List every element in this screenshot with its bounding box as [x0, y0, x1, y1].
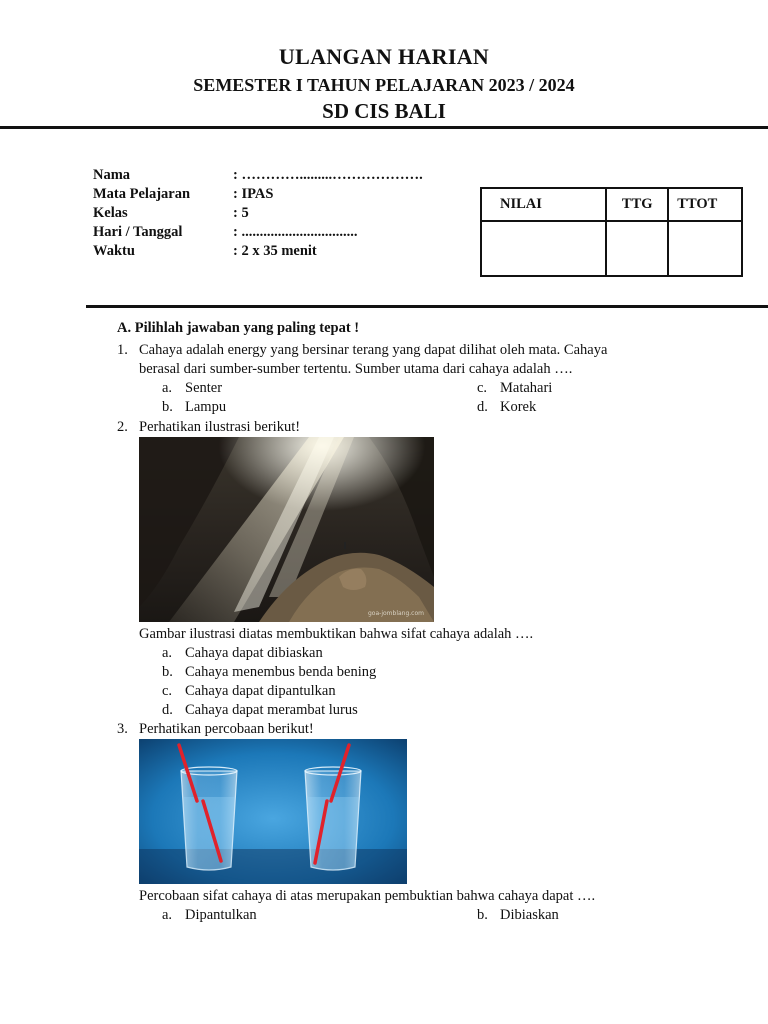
score-cell-nilai[interactable]	[481, 221, 606, 276]
q2-option-c[interactable]	[162, 682, 336, 701]
question-3-number: 3.	[117, 721, 128, 737]
option-text: Cahaya menembus benda bening	[185, 664, 377, 680]
cave-light-image	[139, 437, 434, 622]
identity-label: Kelas	[93, 205, 128, 221]
score-cell-ttg[interactable]	[606, 221, 668, 276]
identity-label: Nama	[93, 167, 131, 183]
option-key: c.	[162, 683, 173, 699]
q1-option-c[interactable]	[477, 379, 552, 398]
score-header-nilai: NILAI	[481, 188, 606, 221]
identity-label: Waktu	[93, 243, 135, 259]
option-text: Cahaya dapat merambat lurus	[185, 702, 358, 718]
option-key: b.	[477, 907, 488, 923]
q1-option-d[interactable]	[477, 398, 536, 417]
question-1-line-1: Cahaya adalah energy yang bersinar terang yang dapat dilihat oleh mata. Cahaya	[139, 342, 608, 358]
school-name: SD CIS BALI	[322, 99, 446, 123]
identity-value[interactable]: : ………….........……………….	[233, 167, 423, 183]
option-key: c.	[477, 380, 488, 396]
header-divider	[0, 126, 768, 129]
identity-value: : 2 x 35 menit	[233, 243, 317, 259]
identity-label: Mata Pelajaran	[93, 186, 191, 202]
question-2-number: 2.	[117, 419, 128, 435]
option-text: Dibiaskan	[500, 907, 559, 923]
q1-option-b[interactable]	[162, 398, 226, 417]
option-key: b.	[162, 399, 173, 415]
option-text: Lampu	[185, 399, 227, 415]
option-key: b.	[162, 664, 173, 680]
score-table	[480, 187, 743, 277]
question-3-text: Percobaan sifat cahaya di atas merupakan pembuktian bahwa cahaya dapat ….	[139, 888, 596, 904]
option-text: Matahari	[500, 380, 553, 396]
section-divider	[86, 305, 768, 308]
option-key: d.	[477, 399, 488, 415]
q3-option-a[interactable]	[162, 906, 257, 925]
question-3-prompt: Perhatikan percobaan berikut!	[139, 721, 314, 737]
identity-value[interactable]: : ................................	[233, 224, 358, 240]
exam-semester: SEMESTER I TAHUN PELAJARAN 2023 / 2024	[193, 75, 575, 95]
q1-option-a[interactable]	[162, 379, 222, 398]
q2-option-b[interactable]	[162, 663, 376, 682]
option-key: d.	[162, 702, 173, 718]
option-text: Korek	[500, 399, 537, 415]
option-text: Senter	[185, 380, 223, 396]
q2-option-d[interactable]	[162, 701, 358, 720]
score-header-ttot: TTOT	[668, 188, 742, 221]
option-key: a.	[162, 645, 173, 661]
identity-label: Hari / Tanggal	[93, 224, 183, 240]
option-key: a.	[162, 907, 173, 923]
option-text: Cahaya dapat dipantulkan	[185, 683, 336, 699]
question-1-line-2: berasal dari sumber-sumber tertentu. Sumber utama dari cahaya adalah ….	[139, 361, 573, 377]
question-2-text: Gambar ilustrasi diatas membuktikan bahwa sifat cahaya adalah ….	[139, 626, 534, 642]
identity-value: : 5	[233, 205, 249, 221]
score-cell-ttot[interactable]	[668, 221, 742, 276]
exam-title: ULANGAN HARIAN	[278, 44, 490, 69]
image-watermark: goa-jomblang.com	[368, 610, 424, 617]
question-2-prompt: Perhatikan ilustrasi berikut!	[139, 419, 301, 435]
q3-option-b[interactable]	[477, 906, 559, 925]
identity-value: : IPAS	[233, 186, 274, 202]
q2-option-a[interactable]	[162, 644, 323, 663]
option-text: Dipantulkan	[185, 907, 257, 923]
score-header-ttg: TTG	[606, 188, 668, 221]
option-text: Cahaya dapat dibiaskan	[185, 645, 323, 661]
question-1-number: 1.	[117, 342, 128, 358]
glass-straw-image	[139, 739, 407, 884]
section-a-title: A. Pilihlah jawaban yang paling tepat !	[117, 320, 360, 336]
option-key: a.	[162, 380, 173, 396]
